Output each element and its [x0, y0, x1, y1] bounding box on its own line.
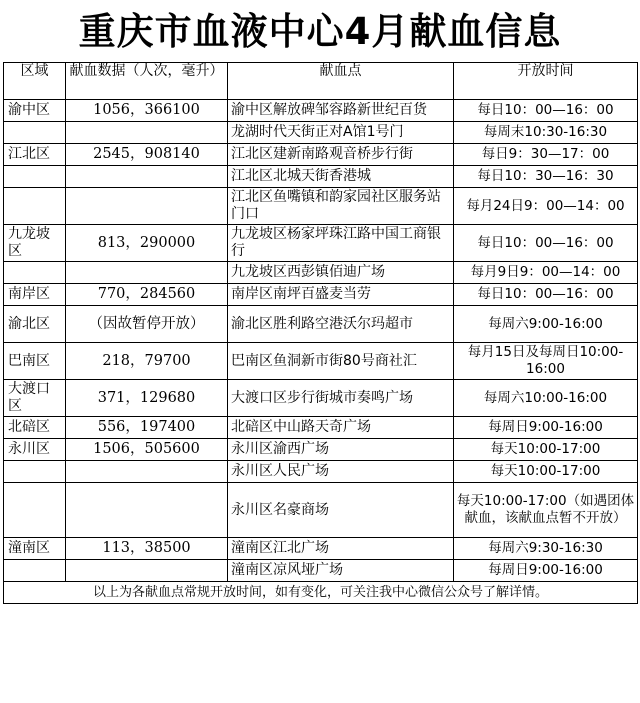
location-cell: 渝中区解放碑邹容路新世纪百货 [228, 100, 454, 122]
district-cell: 潼南区 [4, 538, 66, 560]
donation-data-cell [66, 122, 228, 144]
donation-data-cell: 2545，908140 [66, 144, 228, 166]
header-data: 献血数据（人次，毫升） [66, 63, 228, 100]
table-row [4, 306, 638, 343]
hours-cell: 每周六9:30-16:30 [454, 538, 638, 560]
hours-cell: 每周六9:00-16:00 [454, 306, 638, 343]
header-district: 区域 [4, 63, 66, 100]
header-location: 献血点 [228, 63, 454, 100]
table-row [4, 122, 638, 144]
table-row [4, 461, 638, 483]
table-row [4, 538, 638, 560]
district-cell [4, 461, 66, 483]
table-row [4, 225, 638, 262]
district-cell [4, 560, 66, 582]
hours-cell: 每日10：00—16：00 [454, 100, 638, 122]
district-cell: 渝中区 [4, 100, 66, 122]
hours-cell: 每天10:00-17:00 [454, 461, 638, 483]
blood-donation-table [3, 62, 638, 604]
table-row [4, 188, 638, 225]
hours-cell: 每周六10:00-16:00 [454, 380, 638, 417]
table-row [4, 166, 638, 188]
location-cell: 永川区渝西广场 [228, 439, 454, 461]
donation-data-cell: 1506，505600 [66, 439, 228, 461]
hours-cell: 每日10：30—16：30 [454, 166, 638, 188]
district-cell [4, 188, 66, 225]
donation-data-cell [66, 262, 228, 284]
district-cell: 九龙坡区 [4, 225, 66, 262]
table-row [4, 417, 638, 439]
table-row [4, 262, 638, 284]
header-hours: 开放时间 [454, 63, 638, 100]
location-cell: 潼南区凉风垭广场 [228, 560, 454, 582]
location-cell: 北碚区中山路天奇广场 [228, 417, 454, 439]
hours-cell: 每日10：00—16：00 [454, 284, 638, 306]
location-cell: 永川区人民广场 [228, 461, 454, 483]
location-cell: 龙湖时代天街正对A馆1号门 [228, 122, 454, 144]
hours-cell: 每周末10:30-16:30 [454, 122, 638, 144]
table-row [4, 284, 638, 306]
location-cell: 江北区北城天街香港城 [228, 166, 454, 188]
table-row [4, 100, 638, 122]
table-row [4, 343, 638, 380]
location-cell: 大渡口区步行街城市奏鸣广场 [228, 380, 454, 417]
hours-cell: 每周日9:00-16:00 [454, 560, 638, 582]
donation-data-cell [66, 483, 228, 538]
table-row [4, 439, 638, 461]
district-cell [4, 483, 66, 538]
hours-cell: 每月24日9：00—14：00 [454, 188, 638, 225]
location-cell: 九龙坡区杨家坪珠江路中国工商银行 [228, 225, 454, 262]
table-row [4, 144, 638, 166]
page-title: 重庆市血液中心4月献血信息 [78, 10, 562, 53]
hours-cell: 每月9日9：00—14：00 [454, 262, 638, 284]
hours-cell: 每周日9:00-16:00 [454, 417, 638, 439]
donation-data-cell: 371，129680 [66, 380, 228, 417]
district-cell: 巴南区 [4, 343, 66, 380]
donation-data-cell: 218，79700 [66, 343, 228, 380]
location-cell: 南岸区南坪百盛麦当劳 [228, 284, 454, 306]
hours-cell: 每月15日及每周日10:00-16:00 [454, 343, 638, 380]
district-cell: 北碚区 [4, 417, 66, 439]
location-cell: 江北区建新南路观音桥步行街 [228, 144, 454, 166]
location-cell: 渝北区胜利路空港沃尔玛超市 [228, 306, 454, 343]
hours-cell: 每天10:00-17:00 [454, 439, 638, 461]
donation-data-cell: 113，38500 [66, 538, 228, 560]
district-cell: 永川区 [4, 439, 66, 461]
hours-cell: 每日9：30—17：00 [454, 144, 638, 166]
location-cell: 巴南区鱼洞新市街80号商社汇 [228, 343, 454, 380]
donation-data-cell [66, 188, 228, 225]
district-cell: 渝北区 [4, 306, 66, 343]
donation-data-cell [66, 166, 228, 188]
table-row [4, 483, 638, 538]
donation-data-cell: （因故暂停开放） [66, 306, 228, 343]
hours-cell: 每天10:00-17:00（如遇团体献血，该献血点暂不开放） [454, 483, 638, 538]
donation-data-cell: 770，284560 [66, 284, 228, 306]
donation-data-cell [66, 560, 228, 582]
location-cell: 永川区名豪商场 [228, 483, 454, 538]
donation-data-cell: 813，290000 [66, 225, 228, 262]
donation-data-cell: 556，197400 [66, 417, 228, 439]
district-cell [4, 166, 66, 188]
location-cell: 潼南区江北广场 [228, 538, 454, 560]
donation-data-cell: 1056，366100 [66, 100, 228, 122]
location-cell: 九龙坡区西彭镇佰迪广场 [228, 262, 454, 284]
footer-note: 以上为各献血点常规开放时间，如有变化，可关注我中心微信公众号了解详情。 [4, 582, 638, 604]
header-row [4, 63, 638, 100]
district-cell: 江北区 [4, 144, 66, 166]
location-cell: 江北区鱼嘴镇和韵家园社区服务站门口 [228, 188, 454, 225]
table-row [4, 380, 638, 417]
district-cell [4, 122, 66, 144]
donation-data-cell [66, 461, 228, 483]
table-row [4, 560, 638, 582]
district-cell: 大渡口区 [4, 380, 66, 417]
district-cell: 南岸区 [4, 284, 66, 306]
district-cell [4, 262, 66, 284]
hours-cell: 每日10：00—16：00 [454, 225, 638, 262]
footer-row [4, 582, 638, 604]
